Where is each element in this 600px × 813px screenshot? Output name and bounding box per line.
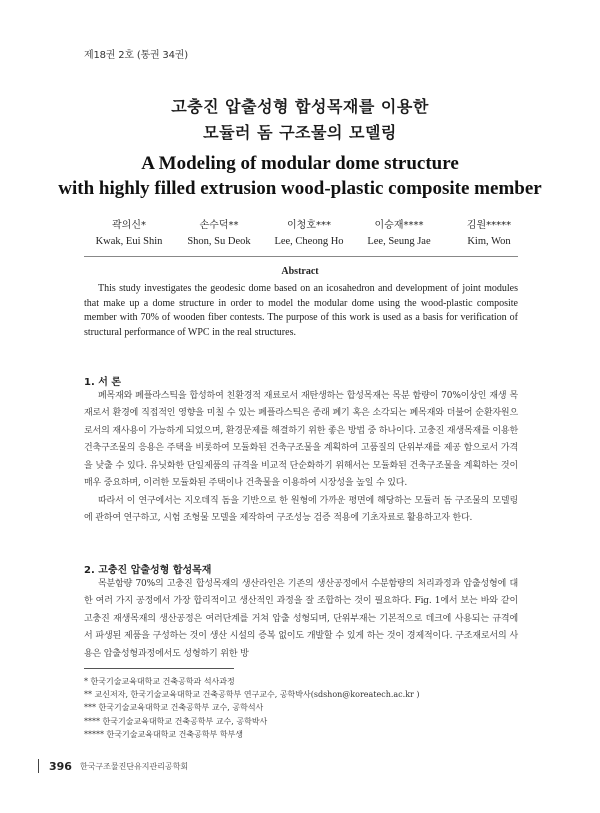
body-paragraph: 폐목재와 폐플라스틱을 합성하여 친환경적 재료로서 재탄생하는 합성목재는 목분 함량이 70%이상인 재생 목재로서 환경에 직접적인 영향을 미칠 수 있는 폐플라스틱은 종래 폐기 혹은 소각되는 폐목재와 더불어 순환자원으로서의 재사용이 가능하게 되었으며, 환경문제를 해결하기 위한 좋은 방법 중 하나이다. 고충진 재생목재를 이용한 건축구조물의 응용은 주택을 비롯하여 모듈화된 건축구조물을 계획하여 고품질의 단위부재를 제공 함으로서 가격을 낮출 수 있다. 유닛화한 단일제품의 규격을 비교적 단순화하기 위해서는 모듈화된 건축구조물을 계획하는 것이 매우 중요하며, 이러한 모듈화된 주택이나 건축물을 이용하여 시장성을 높일 수 있다. <box>84 391 518 489</box>
footnote: ** 교신저자, 한국기술교육대학교 건축공학부 연구교수, 공학박사(sdshon@koreatech.ac.kr ) <box>84 690 420 700</box>
journal-name: 한국구조물진단유지관리공학회 <box>79 761 189 771</box>
header-divider <box>84 256 518 257</box>
korean-title-line-1: 고충진 압출성형 합성목재를 이용한 <box>171 97 429 116</box>
footnotes <box>84 675 420 741</box>
author-name-ko: 김원***** <box>466 220 512 231</box>
abstract-body: This study investigates the geodesic dome based on an icosahedron and development of joint modules that make up a dome structure in order to model the modular dome using the wood-plastic composite member with 70% of wooden fiber contests. The purpose of this work is used as a basis for verification of structural performance of WPC in the real structures. <box>84 283 518 338</box>
author-name-en: Lee, Cheong Ho <box>274 236 344 247</box>
footnote-divider <box>84 668 234 669</box>
author-name-en: Shon, Su Deok <box>187 236 251 247</box>
footnote: **** 한국기술교육대학교 건축공학부 교수, 공학박사 <box>84 716 268 726</box>
footnote: *** 한국기술교육대학교 건축공학부 교수, 공학석사 <box>84 703 264 713</box>
english-title-line-1: A Modeling of modular dome structure <box>141 153 459 174</box>
author-name-en: Kim, Won <box>467 236 511 247</box>
issue-label: 제18권 2호 (통권 34권) <box>84 50 188 61</box>
footnote: * 한국기술교육대학교 건축공학과 석사과정 <box>84 677 235 686</box>
author-name-ko: 이청호*** <box>287 220 331 231</box>
english-title-line-2: with highly filled extrusion wood-plastic composite member <box>58 178 542 199</box>
section-heading: 1. 서 론 <box>84 377 122 388</box>
body-paragraph: 목분함량 70%의 고충진 합성목재의 생산라인은 기존의 생산공정에서 수분함량의 처리과정과 압출성형에 대한 여러 가지 공정에서 가장 합리적이고 생산적인 과정을 잘 조합하는 것이 필요하다. Fig. 1에서 보는 바와 같이 고충진 재생목재의 생산공정은 여러단계를 거쳐 압출 성형되며, 단위부재는 기본적으로 데크에 사용되는 규격에서 파생된 제품을 구성하는 것이 생산 시설의 증복 없이도 개발할 수 있게 하는 것이 경제적이다. 구조재로서의 사용은 압출성형과정에서도 성형하기 위한 방 <box>84 579 518 659</box>
korean-title-line-2: 모듈러 돔 구조물의 모델링 <box>203 123 397 142</box>
author-name-ko: 손수덕** <box>199 220 239 231</box>
author-name-en: Lee, Seung Jae <box>367 236 431 247</box>
page-footer <box>38 759 188 773</box>
body-paragraph: 따라서 이 연구에서는 지오데직 돔을 기반으로 한 원형에 가까운 평면에 해당하는 모듈러 돔 구조물의 모델링에 관하여 연구하고, 시험 조형물 모델을 제작하여 구조성능 검증 적용에 기초자료로 활용하고자 한다. <box>84 496 518 524</box>
page-number: 396 <box>49 759 72 773</box>
author-name-ko: 이승재**** <box>374 220 424 231</box>
author-names-korean <box>84 216 534 231</box>
section-heading: 2. 고충진 압출성형 합성목재 <box>84 565 212 576</box>
author-names-english <box>84 236 534 247</box>
author-name-en: Kwak, Eui Shin <box>95 236 163 247</box>
abstract-heading: Abstract <box>281 266 319 277</box>
author-name-ko: 곽의신* <box>112 220 146 231</box>
footer-bar <box>38 759 39 773</box>
footnote: ***** 한국기술교육대학교 건축공학부 학부생 <box>84 729 244 739</box>
